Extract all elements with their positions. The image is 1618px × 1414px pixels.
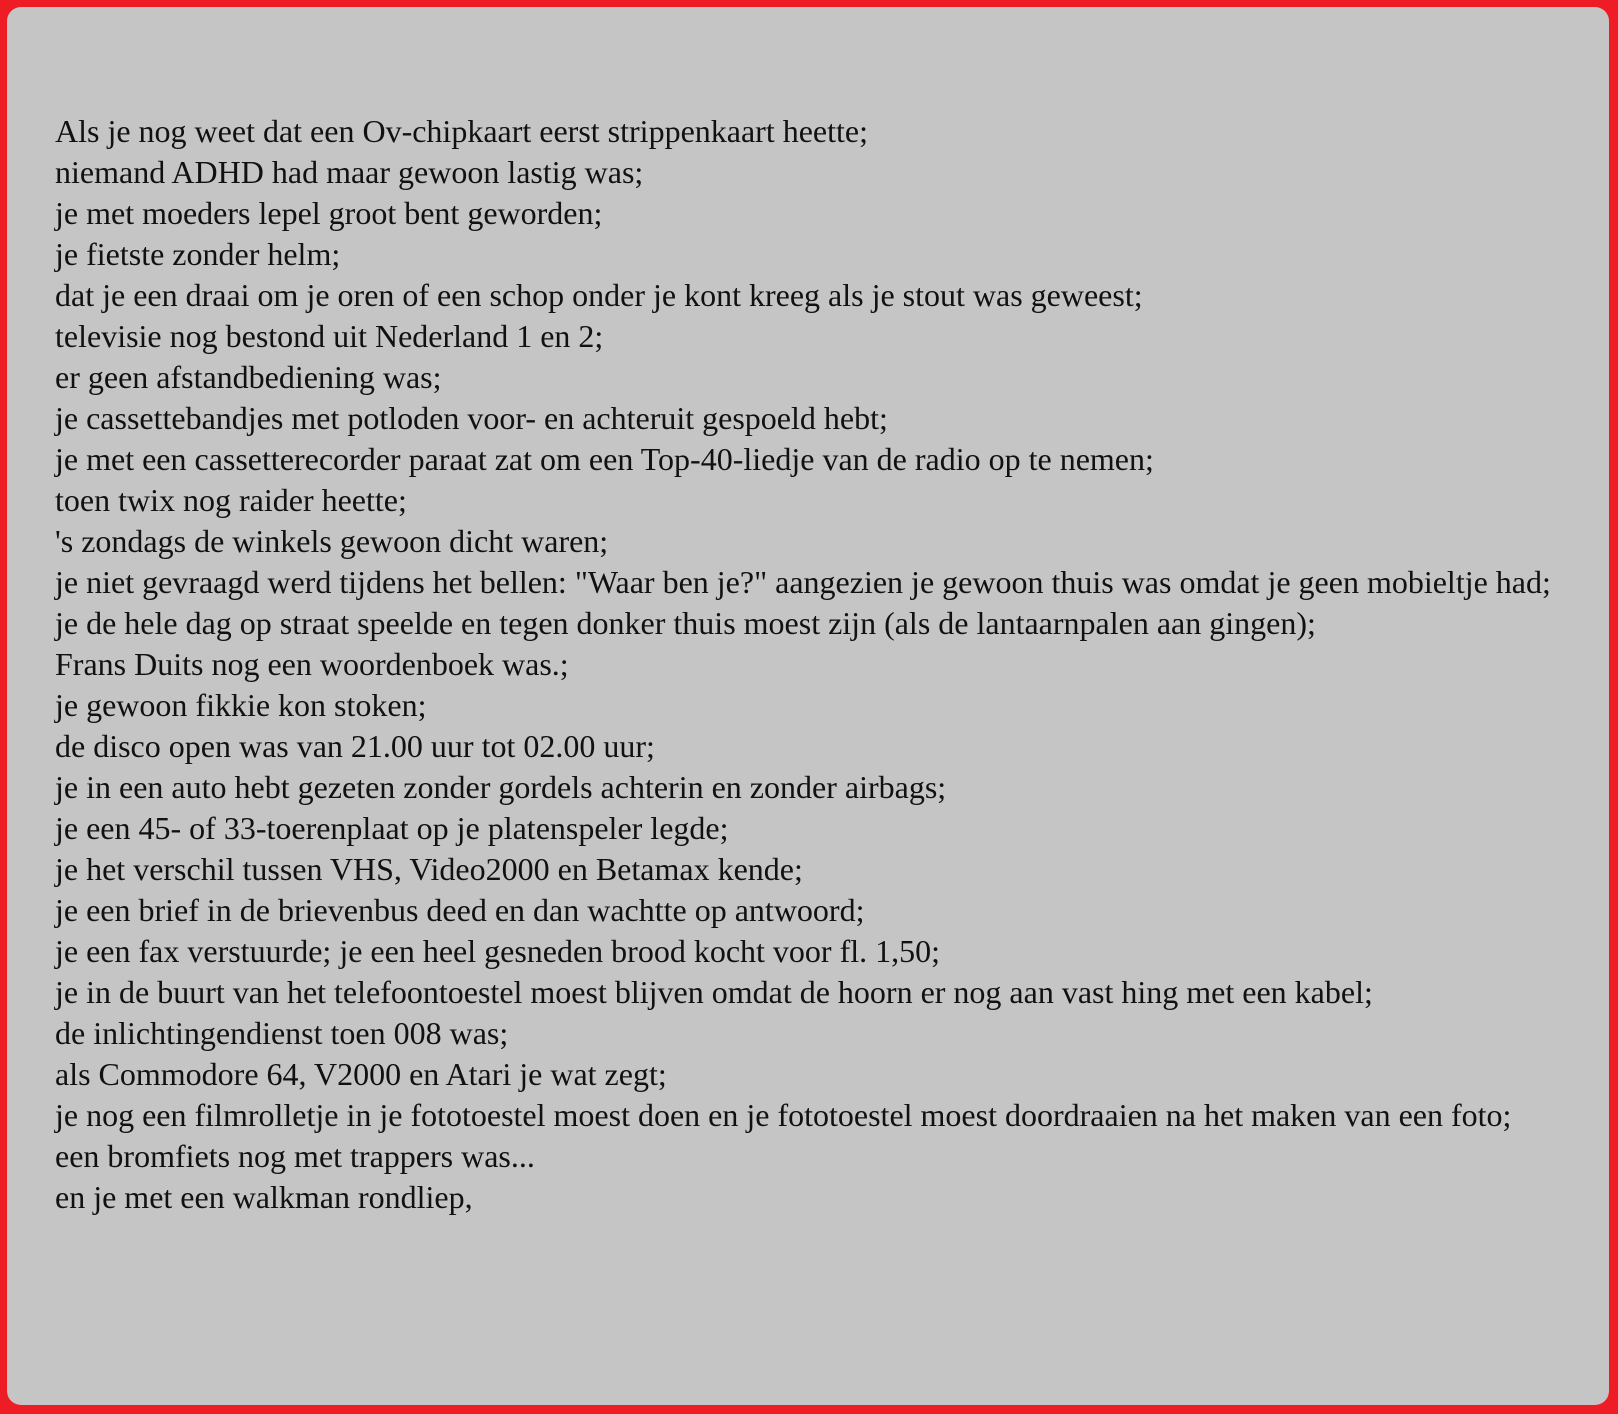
text-panel — [7, 7, 1609, 1405]
list-item: toen twix nog raider heette; — [55, 482, 407, 518]
list-item: je in de buurt van het telefoontoestel moest blijven omdat de hoorn er nog aan vast hing met een kabel; — [55, 974, 1373, 1010]
nostalgia-list — [55, 111, 1565, 1218]
list-item: je nog een filmrolletje in je fototoestel moest doen en je fototoestel moest doordraaien na het maken van een foto; — [55, 1097, 1512, 1133]
list-item: en je met een walkman rondliep, — [55, 1179, 473, 1215]
list-item: de inlichtingendienst toen 008 was; — [55, 1015, 509, 1051]
list-item: je een fax verstuurde; je een heel gesneden brood kocht voor fl. 1,50; — [55, 933, 941, 969]
list-item: je gewoon fikkie kon stoken; — [55, 687, 427, 723]
list-item: Als je nog weet dat een Ov-chipkaart eerst strippenkaart heette; — [55, 113, 868, 149]
list-item: je cassettebandjes met potloden voor- en achteruit gespoeld hebt; — [55, 400, 888, 436]
list-item: dat je een draai om je oren of een schop onder je kont kreeg als je stout was geweest; — [55, 277, 1143, 313]
list-item: je met een cassetterecorder paraat zat om een Top-40-liedje van de radio op te nemen; — [55, 441, 1154, 477]
list-item: je een 45- of 33-toerenplaat op je platenspeler legde; — [55, 810, 729, 846]
list-item: je de hele dag op straat speelde en tegen donker thuis moest zijn (als de lantaarnpalen aan gingen); — [55, 605, 1316, 641]
list-item: er geen afstandbediening was; — [55, 359, 442, 395]
list-item: als Commodore 64, V2000 en Atari je wat zegt; — [55, 1056, 667, 1092]
list-item: niemand ADHD had maar gewoon lastig was; — [55, 154, 644, 190]
list-item: je in een auto hebt gezeten zonder gordels achterin en zonder airbags; — [55, 769, 947, 805]
list-item: televisie nog bestond uit Nederland 1 en 2; — [55, 318, 604, 354]
list-item: je niet gevraagd werd tijdens het bellen: "Waar ben je?" aangezien je gewoon thuis was omdat je geen mobieltje had; — [55, 564, 1551, 600]
list-item: een bromfiets nog met trappers was... — [55, 1138, 535, 1174]
list-item: 's zondags de winkels gewoon dicht waren; — [55, 523, 609, 559]
list-item: Frans Duits nog een woordenboek was.; — [55, 646, 569, 682]
list-item: de disco open was van 21.00 uur tot 02.00 uur; — [55, 728, 655, 764]
list-item: je fietste zonder helm; — [55, 236, 341, 272]
list-item: je met moeders lepel groot bent geworden; — [55, 195, 603, 231]
list-item: je een brief in de brievenbus deed en dan wachtte op antwoord; — [55, 892, 865, 928]
list-item: je het verschil tussen VHS, Video2000 en Betamax kende; — [55, 851, 803, 887]
